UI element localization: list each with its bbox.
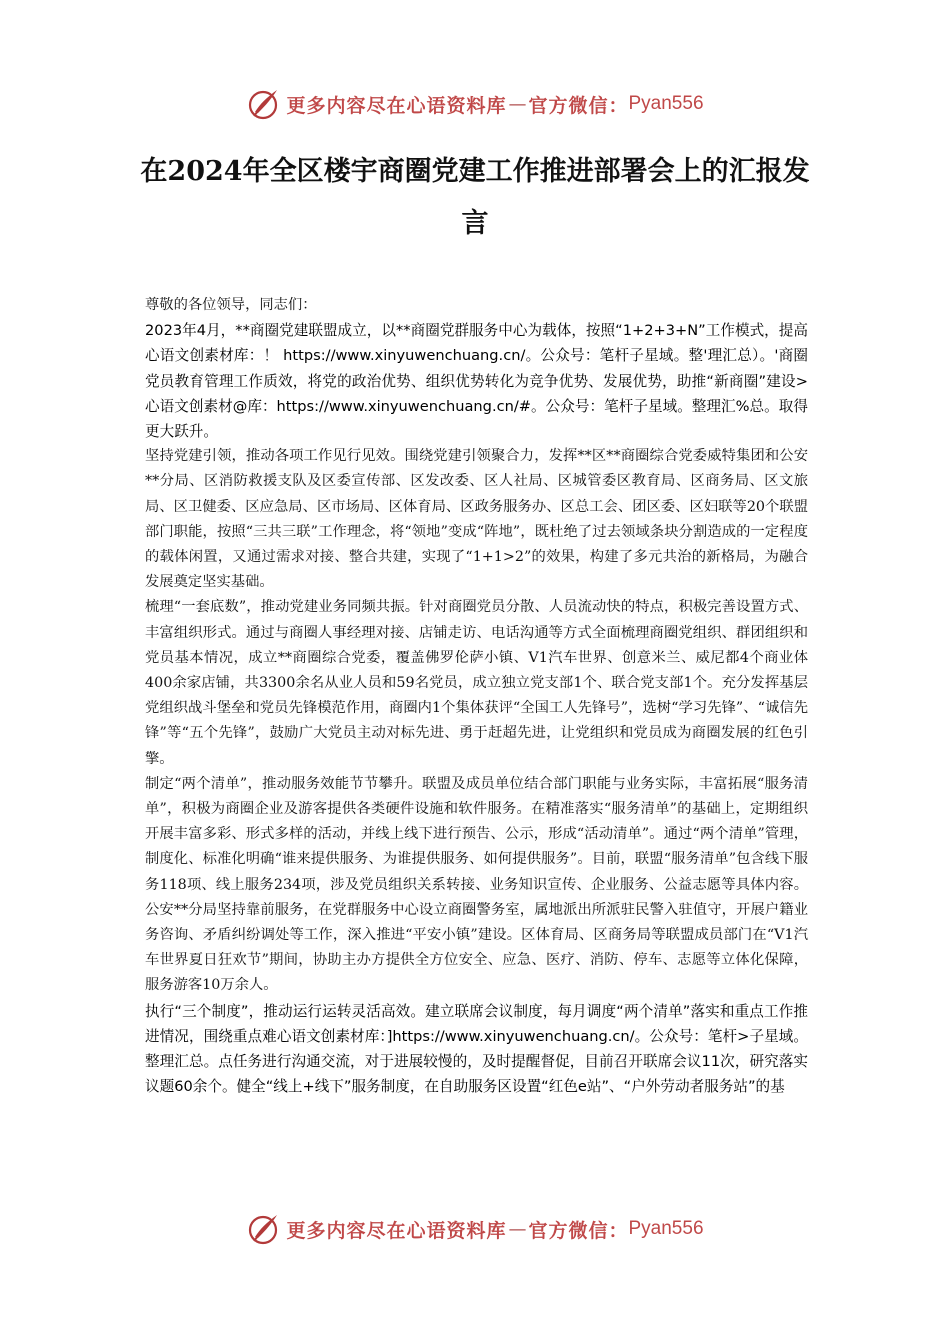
banner-dash: — [508, 1218, 527, 1240]
paragraph-4: 制定“两个清单”，推动服务效能节节攀升。联盟及成员单位结合部门职能与业务实际，丰富拓展“服务清单”，积极为商圈企业及游客提供各类硬件设施和软件服务。在精准落实“服务清单”的基础上，定期组织开展丰富多彩、形式多样的活动，并线上线下进行预告、公示，形成“活动清单”。通过“两个清单”管理，制度化、标准化明确“谁来提供服务、为谁提供服务、如何提供服务”。目前，联盟“服务清单”包含线下服务118项、线上服务234项，涉及党员组织关系转接、业务知识宣传、企业服务、公益志愿等具体内容。公安**分局坚持靠前服务，在党群服务中心设立商圈警务室，属地派出所派驻民警入驻值守，开展户籍业务咨询、矛盾纠纷调处等工作，深入推进“平安小镇”建设。区体育局、区商务局等联盟成员部门在“V1汽车世界夏日狂欢节”期间，协助主办方提供全方位安全、应急、医疗、消防、停车、志愿等立体化保障，服务游客10万余人。 [145, 775, 808, 994]
quill-logo-icon [246, 86, 282, 122]
banner-label: 官方微信： [528, 94, 629, 117]
footer-watermark-banner [0, 1207, 950, 1251]
paragraph-1: 2023年4月，**商圈党建联盟成立，以**商圈党群服务中心为载体，按照“1+2+3+N”工作模式，提高心语文创素材库：！ https://www.xinyuwenchuang.cn/。公众号：笔杆子星域。整'理汇总）。'商圈党员教育管理工作质效，将党的政治优势、组织优势转化为竞争优势、发展优势，助推“新商圈”建设>心语文创素材@库：https://www.xinyuwenchuang.cn/#。公众号：笔杆子星域。整理汇%总。取得更大跃升。 [145, 322, 808, 441]
paragraph-2: 坚持党建引领，推动各项工作见行见效。围绕党建引领聚合力，发挥**区**商圈综合党委威特集团和公安**分局、区消防救援支队及区委宣传部、区发改委、区人社局、区城管委区教育局、区商务局、区文旅局、区卫健委、区应急局、区市场局、区体育局、区政务服务办、区总工会、团区委、区妇联等20个联盟部门职能，按照“三共三联”工作理念，将“领地”变成“阵地”，既杜绝了过去领域条块分割造成的一定程度的载体闲置，又通过需求对接、整合共建，实现了“1+1>2”的效果，构建了多元共治的新格局，为融合发展奠定坚实基础。 [145, 448, 808, 591]
header-watermark-banner [0, 82, 950, 126]
banner-wechat-id: Pyan556 [628, 1218, 704, 1239]
document-title: 在2024年全区楼宇商圈党建工作推进部署会上的汇报发言 [140, 156, 810, 239]
banner-text: 更多内容尽在心语资料库 [286, 1219, 507, 1242]
banner-wechat-id: Pyan556 [628, 93, 704, 114]
paragraph-5: 执行“三个制度”，推动运行运转灵活高效。建立联席会议制度，每月调度“两个清单”落实和重点工作推进情况，围绕重点难心语文创素材库：]https://www.xinyuwenchuang.cn/。公众号：笔杆>子星域。整理汇总。点任务进行沟通交流，对于进展较慢的，及时提醒督促，目前召开联席会议11次，研究落实议题60余个。健全“线上+线下”服务制度，在自助服务区设置“红色e站”、“户外劳动者服务站”的基 [145, 1002, 808, 1096]
banner-label: 官方微信： [528, 1219, 629, 1242]
quill-logo-icon [246, 1211, 282, 1247]
banner-text: 更多内容尽在心语资料库 [286, 94, 507, 117]
paragraph-3: 梳理“一套底数”，推动党建业务同频共振。针对商圈党员分散、人员流动快的特点，积极完善设置方式、丰富组织形式。通过与商圈人事经理对接、店铺走访、电话沟通等方式全面梳理商圈党组织、群团组织和党员基本情况，成立**商圈综合党委，覆盖佛罗伦萨小镇、V1汽车世界、创意米兰、威尼都4个商业体400余家店铺，共3300余名从业人员和59名党员，成立独立党支部1个、联合党支部1个。充分发挥基层党组织战斗堡垒和党员先锋模范作用，商圈内1个集体获评“全国工人先锋号”，选树“学习先锋”、“诚信先锋”等“五个先锋”，鼓励广大党员主动对标先进、勇于赶超先进，让党组织和党员成为商圈发展的红色引擎。 [145, 599, 808, 767]
salutation: 尊敬的各位领导，同志们： [145, 297, 317, 313]
document-body [145, 293, 808, 1100]
banner-dash: — [508, 93, 527, 115]
